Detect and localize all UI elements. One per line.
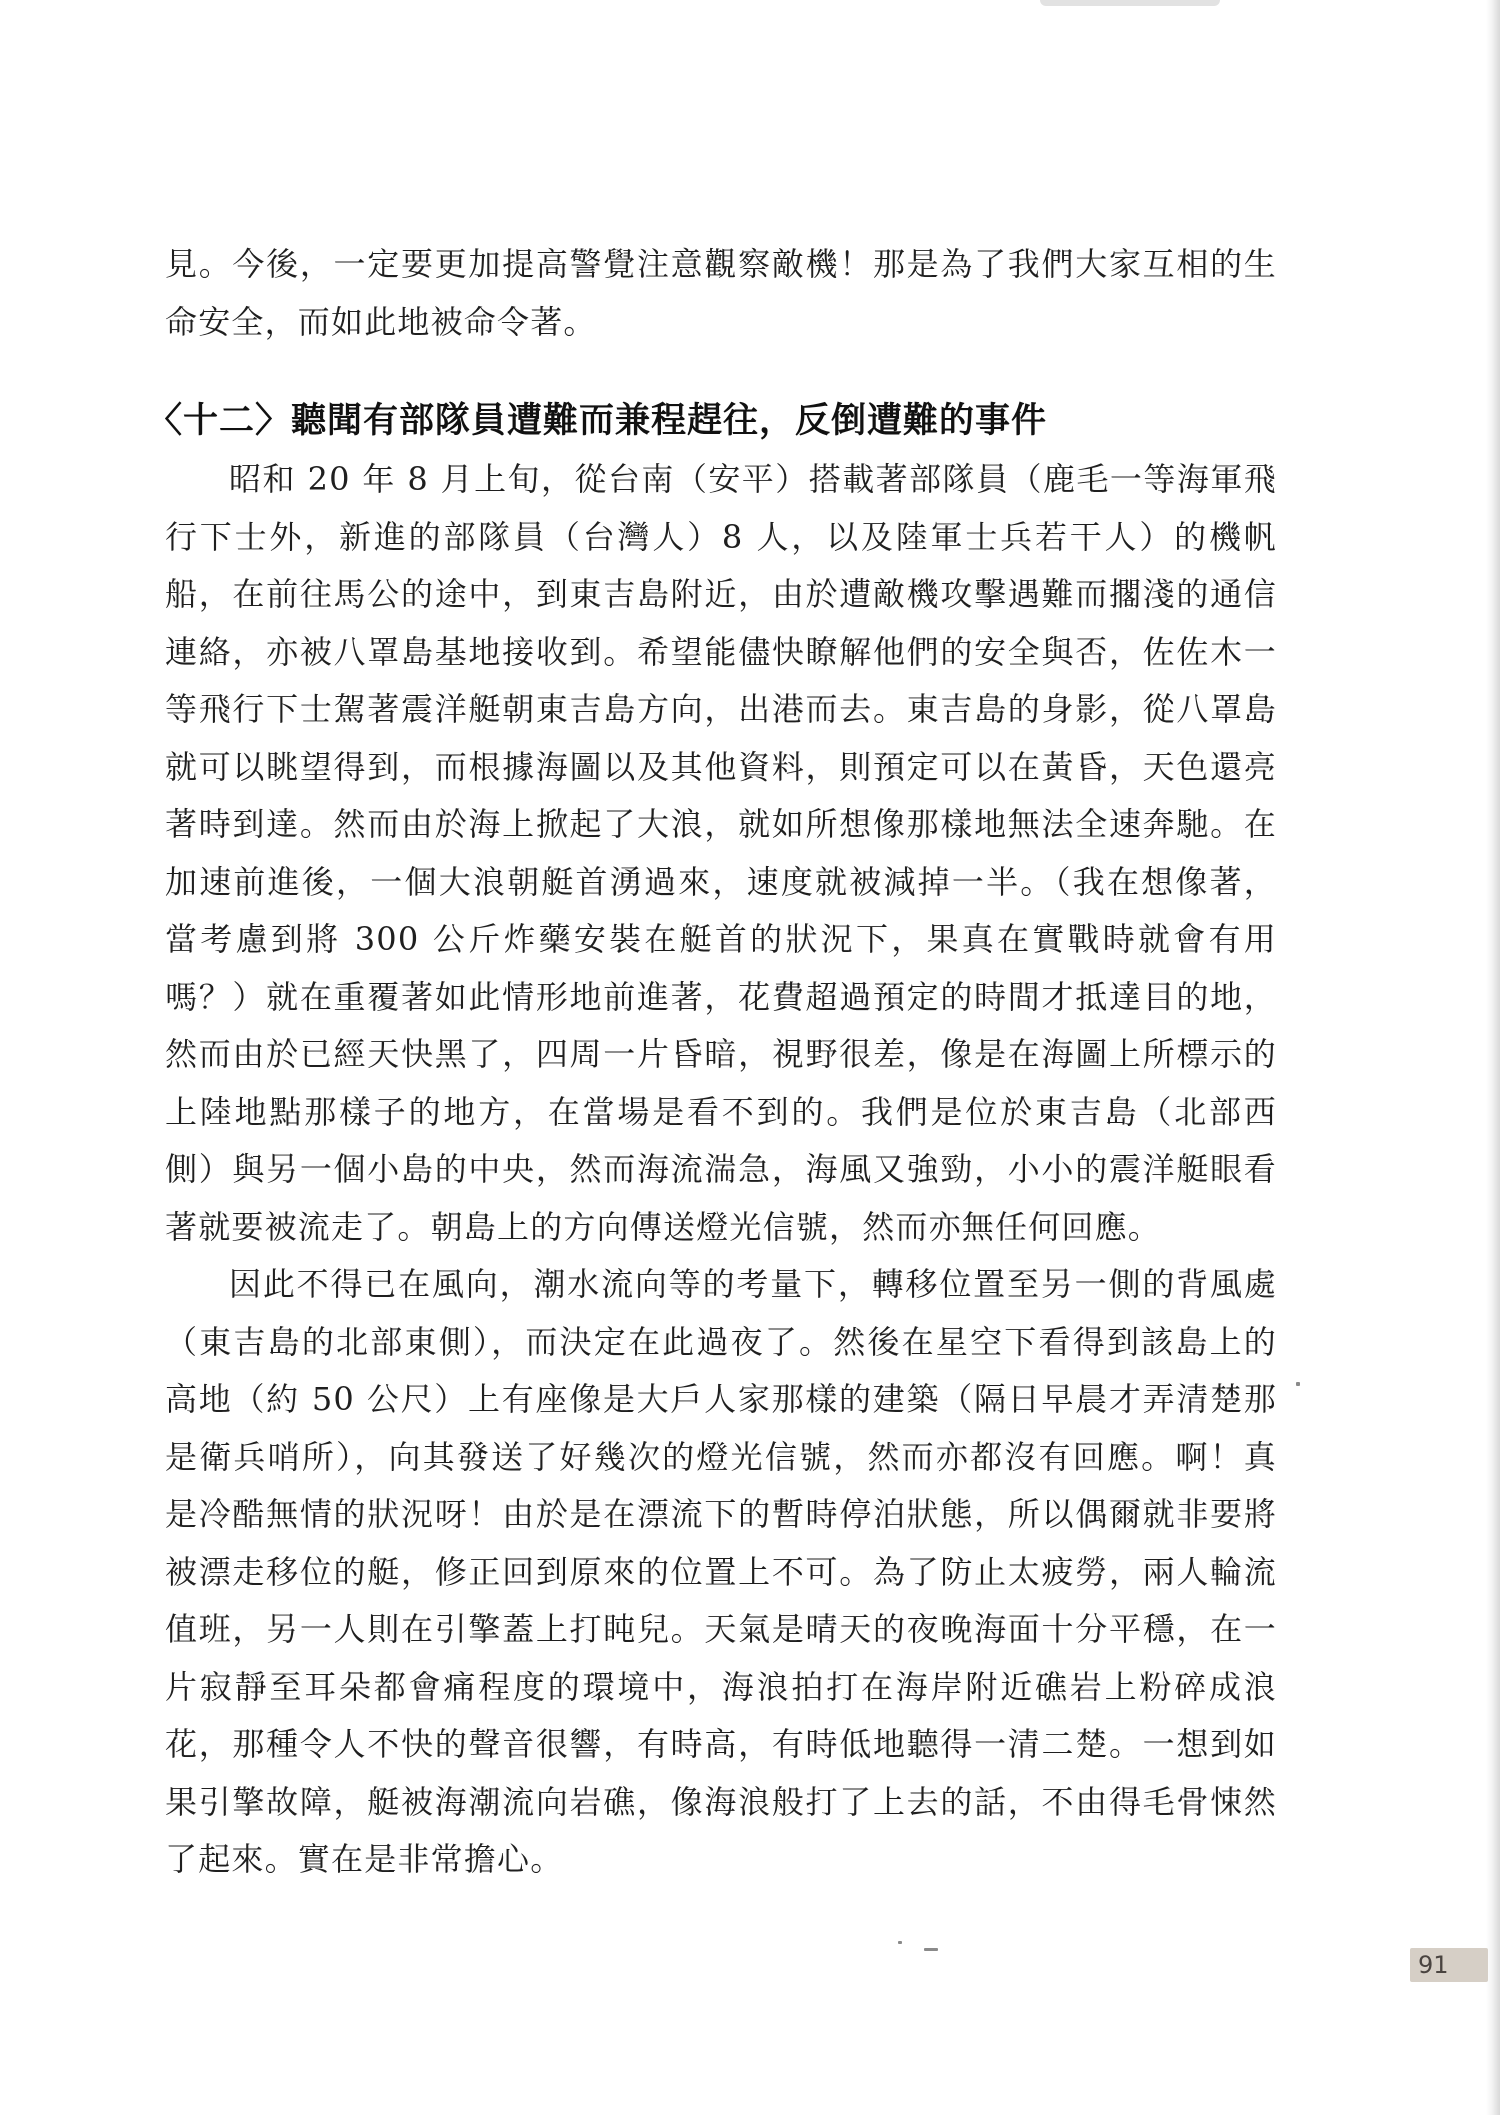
scan-speck <box>924 1948 938 1951</box>
section-heading: 〈十二〉聽聞有部隊員遭難而兼程趕往，反倒遭難的事件 <box>147 401 1048 441</box>
page-body <box>147 236 1277 1889</box>
page-number: 91 <box>1418 1951 1449 1979</box>
page-number-tab <box>1410 1948 1488 1982</box>
body-paragraph-2: 因此不得已在風向，潮水流向等的考量下，轉移位置至另一側的背風處（東吉島的北部東側），而決定在此過夜了。然後在星空下看得到該島上的高地（約 50 公尺）上有座像是大戶人家那樣的建築（隔日早晨才弄清楚那是衛兵哨所），向其發送了好幾次的燈光信號，然而亦都沒有回應。啊！真是冷酷無情的狀況呀！由於是在漂流下的暫時停泊狀態，所以偶爾就非要將被漂走移位的艇，修正回到原來的位置上不可。為了防止太疲勞，兩人輪流值班，另一人則在引擎蓋上打盹兒。天氣是晴天的夜晚海面十分平穩，在一片寂靜至耳朵都會痛程度的環境中，海浪拍打在海岸附近礁岩上粉碎成浪花，那種令人不快的聲音很響，有時高，有時低地聽得一清二楚。一想到如果引擎故障，艇被海潮流向岩礁，像海浪般打了上去的話，不由得毛骨悚然了起來。實在是非常擔心。 <box>165 1265 1277 1878</box>
scan-speck <box>1296 1382 1300 1386</box>
intro-paragraph: 見。今後，一定要更加提高警覺注意觀察敵機！那是為了我們大家互相的生命安全，而如此地被命令著。 <box>165 245 1277 341</box>
page-edge-shadow <box>1486 0 1500 2115</box>
body-paragraph-1: 昭和 20 年 8 月上旬，從台南（安平）搭載著部隊員（鹿毛一等海軍飛行下士外，新進的部隊員（台灣人）8 人，以及陸軍士兵若干人）的機帆船，在前往馬公的途中，到東吉島附近，由於遭敵機攻擊遇難而擱淺的通信連絡，亦被八罩島基地接收到。希望能儘快瞭解他們的安全與否，佐佐木一等飛行下士駕著震洋艇朝東吉島方向，出港而去。東吉島的身影，從八罩島就可以眺望得到，而根據海圖以及其他資料，則預定可以在黃昏，天色還亮著時到達。然而由於海上掀起了大浪，就如所想像那樣地無法全速奔馳。在加速前進後，一個大浪朝艇首湧過來，速度就被減掉一半。（我在想像著，當考慮到將 300 公斤炸藥安裝在艇首的狀況下，果真在實戰時就會有用嗎？）就在重覆著如此情形地前進著，花費超過預定的時間才抵達目的地，然而由於已經天快黑了，四周一片昏暗，視野很差，像是在海圖上所標示的上陸地點那樣子的地方，在當場是看不到的。我們是位於東吉島（北部西側）與另一個小島的中央，然而海流湍急，海風又強勁，小小的震洋艇眼看著就要被流走了。朝島上的方向傳送燈光信號，然而亦無任何回應。 <box>165 460 1277 1246</box>
scan-speck <box>898 1941 902 1944</box>
top-edge-mark <box>1040 0 1220 6</box>
